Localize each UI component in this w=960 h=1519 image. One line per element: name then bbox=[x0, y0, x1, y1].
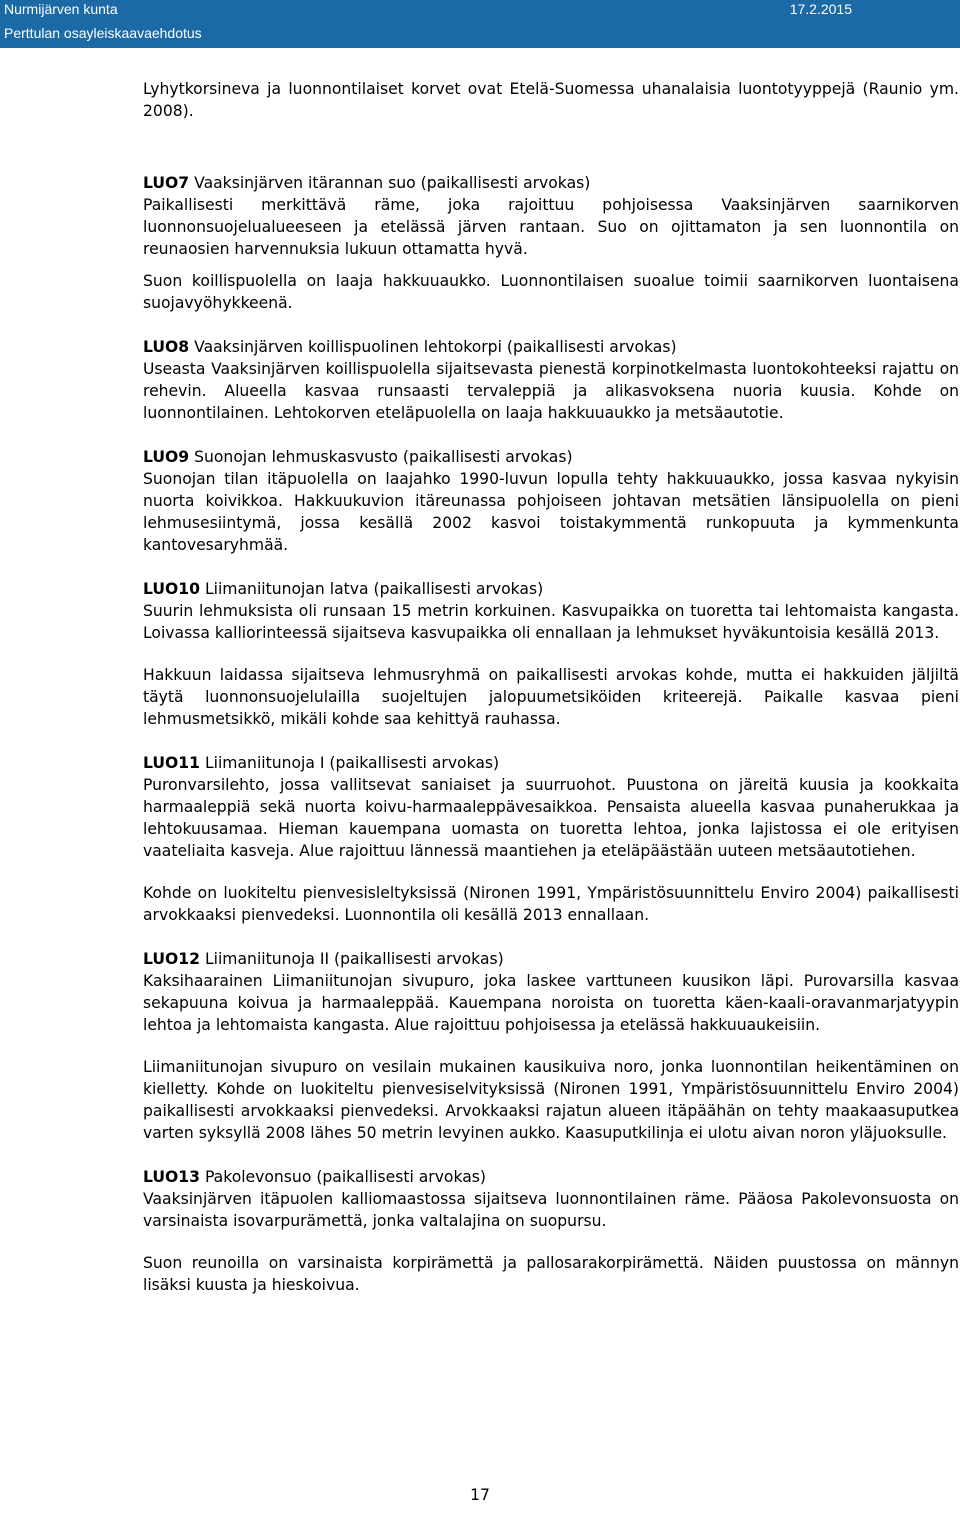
section-code: LUO8 bbox=[143, 338, 190, 356]
header-date: 17.2.2015 bbox=[789, 1, 852, 17]
section-heading bbox=[143, 172, 959, 194]
section-text: Vaaksinjärven itäpuolen kalliomaastossa sijaitseva luonnontilainen räme. Pääosa Pakolevonsuosta on varsinaista isovarpurämettä, jonka valtalajina on suopursu. bbox=[143, 1190, 959, 1230]
page-header bbox=[0, 0, 960, 48]
section-text-2: Kohde on luokiteltu pienvesisleltyksissä (Nironen 1991, Ympäristösuunnittelu Enviro 2004) paikallisesti arvokkaaksi pienvedeksi. Luonnontila oli kesällä 2013 ennallaan. bbox=[143, 884, 959, 924]
section-title: Vaaksinjärven itärannan suo (paikallisesti arvokas) bbox=[189, 174, 591, 192]
document-body bbox=[143, 78, 959, 1318]
header-document-title: Perttulan osayleiskaavaehdotus bbox=[4, 25, 202, 41]
section-title: Liimaniitunojan latva (paikallisesti arvokas) bbox=[200, 580, 544, 598]
section-luo8 bbox=[143, 336, 959, 424]
intro-paragraph: Lyhytkorsineva ja luonnontilaiset korvet ovat Etelä-Suomessa uhanalaisia luontotyyppejä (Raunio ym. 2008). bbox=[143, 80, 959, 120]
section-text: Paikallisesti merkittävä räme, joka rajoittuu pohjoisessa Vaaksinjärven saarnikorven luonnonsuojelualueeseen ja etelässä järven rantaan. Suo on ojittamaton ja sen luonnontila on reunaosien harvennuksia lukuun ottamatta hyvä. bbox=[143, 196, 959, 258]
section-luo10 bbox=[143, 578, 959, 730]
section-text: Suonojan tilan itäpuolella on laajahko 1990-luvun lopulla tehty hakkuuaukko, jossa kasvaa nykyisin nuorta koivikkoa. Hakkuukuvion itäreunassa pohjoiseen johtavan metsätien länsipuolella on pieni lehmusesiintymä, jossa kesällä 2002 kasvoi toistakymmentä runkopuuta ja kymmenkunta kantovesaryhmää. bbox=[143, 470, 959, 554]
section-heading bbox=[143, 578, 959, 600]
section-title: Pakolevonsuo (paikallisesti arvokas) bbox=[200, 1168, 486, 1186]
section-luo9 bbox=[143, 446, 959, 556]
section-text-2: Suon reunoilla on varsinaista korpirämettä ja pallosarakorpirämettä. Näiden puustossa on männyn lisäksi kuusta ja hieskoivua. bbox=[143, 1254, 959, 1294]
section-code: LUO7 bbox=[143, 174, 190, 192]
section-luo7 bbox=[143, 172, 959, 314]
section-title: Liimaniitunoja I (paikallisesti arvokas) bbox=[200, 754, 500, 772]
section-text: Puronvarsilehto, jossa vallitsevat saniaiset ja suurruohot. Puustona on järeitä kuusia ja kookkaita harmaaleppiä sekä nuorta koivu-harmaaleppävesaikkoa. Pensaista alueella kasvaa punaherukkaa ja lehtokuusamaa. Hieman kauempana uomasta on tuoretta lehtoa, jonka lajistossa ei ole erityisen vaateliaita kasveja. Alue rajoittuu lännessä maantiehen ja eteläpäästään uuteen metsäautotiehen. bbox=[143, 776, 959, 860]
section-title: Vaaksinjärven koillispuolinen lehtokorpi (paikallisesti arvokas) bbox=[189, 338, 677, 356]
section-text-2: Suon koillispuolella on laaja hakkuuaukko. Luonnontilaisen suoalue toimii saarnikorven luontaisena suojavyöhykkeenä. bbox=[143, 272, 959, 312]
section-code: LUO12 bbox=[143, 950, 200, 968]
section-luo13 bbox=[143, 1166, 959, 1296]
section-heading bbox=[143, 948, 959, 970]
page-number: 17 bbox=[470, 1486, 490, 1504]
section-code: LUO9 bbox=[143, 448, 190, 466]
section-title: Liimaniitunoja II (paikallisesti arvokas) bbox=[200, 950, 504, 968]
section-text-2: Liimaniitunojan sivupuro on vesilain mukainen kausikuiva noro, jonka luonnontilan heikentäminen on kielletty. Kohde on luokiteltu pienvesiselvityksissä (Nironen 1991, Ympäristösuunnittelu Enviro 2004) paikallisesti arvokkaaksi pienvedeksi. Arvokkaaksi rajatun alueen itäpäähän on tehty maakaasuputkea varten syksyllä 2008 lähes 50 metrin levyinen aukko. Kaasuputkilinja ei ulotu aivan noron yläjuoksulle. bbox=[143, 1058, 959, 1142]
section-luo12 bbox=[143, 948, 959, 1144]
section-luo11 bbox=[143, 752, 959, 926]
section-text: Kaksihaarainen Liimaniitunojan sivupuro, joka laskee varttuneen kuusikon läpi. Purovarsilla kasvaa sekapuuna koivua ja harmaaleppää. Kauempana noroista on tuoretta käen-kaali-oravanmarjatyypin lehtoa ja lehtomaista kangasta. Alue rajoittuu pohjoisessa ja etelässä hakkuuaukeisiin. bbox=[143, 972, 959, 1034]
section-text-2: Hakkuun laidassa sijaitseva lehmusryhmä on paikallisesti arvokas kohde, mutta ei hakkuiden jäljiltä täytä luonnonsuojelulailla suojeltujen jalopuumetsiköiden kriteerejä. Paikalle kasvaa pieni lehmusmetsikkö, mikäli kohde saa kehittyä rauhassa. bbox=[143, 666, 959, 728]
section-code: LUO11 bbox=[143, 754, 200, 772]
section-heading bbox=[143, 752, 959, 774]
section-heading bbox=[143, 336, 959, 358]
section-code: LUO10 bbox=[143, 580, 200, 598]
section-code: LUO13 bbox=[143, 1168, 200, 1186]
header-organization: Nurmijärven kunta bbox=[4, 1, 118, 17]
section-text: Useasta Vaaksinjärven koillispuolella sijaitsevasta pienestä korpinotkelmasta luontokohteeksi rajattu on rehevin. Alueella kasvaa runsaasti tervaleppiä ja alikasvoksena nuoria kuusia. Kohde on luonnontilainen. Lehtokorven eteläpuolella on laaja hakkuuaukko ja metsäautotie. bbox=[143, 360, 959, 422]
section-heading bbox=[143, 1166, 959, 1188]
section-title: Suonojan lehmuskasvusto (paikallisesti arvokas) bbox=[189, 448, 573, 466]
section-heading bbox=[143, 446, 959, 468]
section-text: Suurin lehmuksista oli runsaan 15 metrin korkuinen. Kasvupaikka on tuoretta tai lehtomaista kangasta. Loivassa kalliorinteessä sijaitseva kasvupaikka oli ennallaan ja lehmukset hyväkuntoisia kesällä 2013. bbox=[143, 602, 959, 642]
